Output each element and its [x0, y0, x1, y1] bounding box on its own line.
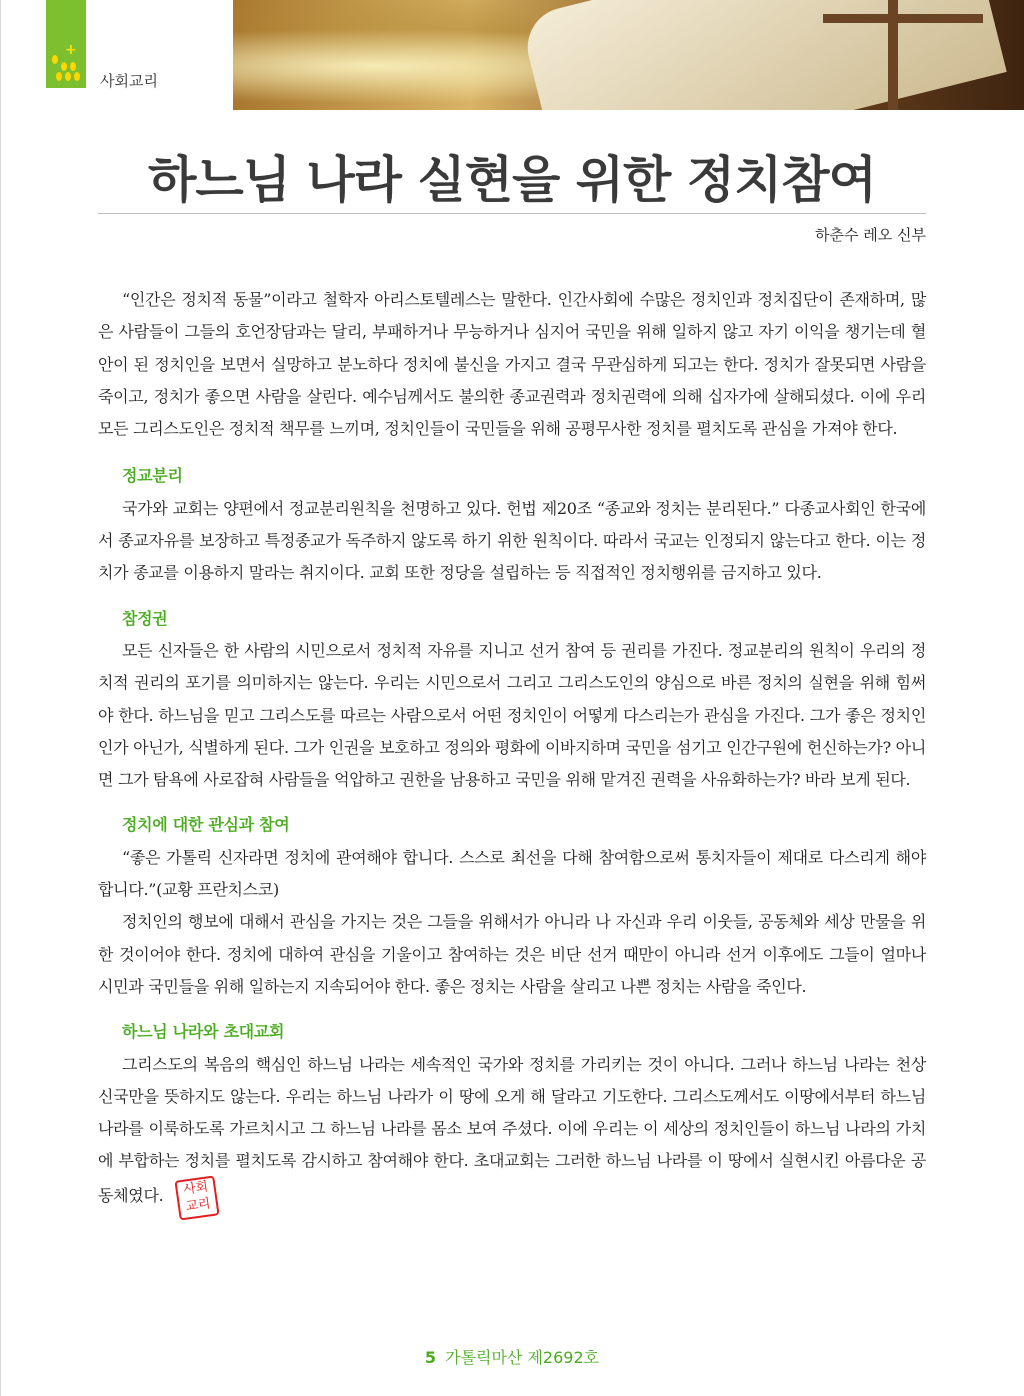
section-paragraph: 정치인의 행보에 대해서 관심을 가지는 것은 그들을 위해서가 아니라 나 자신과 우리 이웃들, 공동체와 세상 만물을 위한 것이어야 한다. 정치에 대하여 관심을 기울이고 참여하는 것은 비단 선거 때만이 아니라 선거 이후에도 그들이 얼마나 시민과 국민들을 위해 일하는지 지속되어야 한다. 좋은 정치는 사람을 살리고 나쁜 정치는 사람을 죽인다.	[98, 912, 926, 996]
logo-dot	[74, 72, 80, 81]
logo-dot	[56, 72, 62, 81]
title-divider	[98, 213, 926, 214]
section-heading: 정교분리	[122, 466, 183, 486]
section-paragraph	[98, 1049, 926, 1218]
section-paragraph: 국가와 교회는 양편에서 정교분리원칙을 천명하고 있다. 헌법 제20조 “종교와 정치는 분리된다.” 다종교사회인 한국에서 종교자유를 보장하고 특정종교가 독주하지 않도록 하기 위한 원칙이다. 따라서 국교는 인정되지 않는다고 한다. 이는 정치가 종교를 이용하지 말라는 취지이다. 교회 또한 정당을 설립하는 등 직접적인 정치행위를 금지하고 있다.	[98, 498, 926, 583]
section-paragraph: 모든 신자들은 한 사람의 시민으로서 정치적 자유를 지니고 선거 참여 등 권리를 가진다. 정교분리의 원칙이 우리의 정치적 권리의 포기를 의미하지는 않는다. 우리는 시민으로서 그리고 그리스도인의 양심으로 바른 정치의 실현을 위해 힘써야 한다. 하느님을 믿고 그리스도를 따르는 사람으로서 어떤 정치인이 어떻게 다스리는가 관심을 가진다. 그가 좋은 정치인인가 아닌가, 식별하게 된다. 그가 인권을 보호하고 정의와 평화에 이바지하며 국민을 섬기고 인간구원에 헌신하는가? 아니면 그가 탐욕에 사로잡혀 사람들을 억압하고 권한을 남용하고 국민을 위해 맡겨진 권력을 사유화하는가? 바라 보게 된다.	[98, 640, 926, 790]
page-title: 하느님 나라 실현을 위한 정치참여	[148, 151, 876, 209]
cross-icon: +	[65, 42, 77, 58]
logo-dot	[61, 62, 67, 71]
quote-paragraph: “좋은 가톨릭 신자라면 정치에 관여해야 합니다. 스스로 최선을 다해 참여함으로써 통치자들이 제대로 다스리게 해야 합니다.”(교황 프란치스코)	[98, 847, 926, 900]
page-footer	[0, 1345, 1024, 1368]
section-tab-logo	[46, 0, 86, 88]
logo-dot	[52, 55, 58, 64]
wooden-cross-bar-image	[823, 14, 983, 23]
page-number: 5	[424, 1348, 437, 1367]
closing-text: 그리스도의 복음의 핵심인 하느님 나라는 세속적인 국가와 정치를 가리키는 것이 아니다. 그러나 하느님 나라는 천상 신국만을 뜻하지도 않는다. 우리는 하느님 나라가 이 땅에 오게 해 달라고 기도한다. 그리스도께서도 이땅에서부터 하느님 나라를 이룩하도록 가르치시고 그 하느님 나라를 몸소 보여 주셨다. 이에 우리는 이 세상의 정치인들이 하느님 나라의 가치에 부합하는 정치를 펼치도록 감시하고 참여해야 한다. 초대교회는 그러한 하느님 나라를 이 땅에서 실현시킨 아름다운 공동체였다.	[98, 1054, 926, 1205]
author-byline: 하춘수 레오 신부	[815, 226, 926, 244]
header-photo-bible-cross	[233, 0, 1024, 110]
article-body	[98, 284, 926, 1218]
section-heading: 정치에 대한 관심과 참여	[122, 815, 290, 835]
logo-dot	[70, 62, 76, 71]
section-heading: 하느님 나라와 초대교회	[122, 1022, 285, 1042]
section-heading: 참정권	[122, 608, 168, 628]
social-teaching-seal: 사회 교리	[175, 1175, 220, 1220]
intro-paragraph: “인간은 정치적 동물”이라고 철학자 아리스토텔레스는 말한다. 인간사회에 수많은 정치인과 정치집단이 존재하며, 많은 사람들이 그들의 호언장담과는 달리, 부패하거나 무능하거나 심지어 국민을 위해 일하지 않고 자기 이익을 챙기는데 혈안이 된 정치인을 보면서 실망하고 분노하다 정치에 불신을 가지고 결국 무관심하게 되고는 한다. 정치가 잘못되면 사람을 죽이고, 정치가 좋으면 사람을 살린다. 예수님께서도 불의한 종교권력과 정치권력에 의해 십자가에 살해되셨다. 이에 우리 모든 그리스도인은 정치적 책무를 느끼며, 정치인들이 국민들을 위해 공평무사한 정치를 펼치도록 관심을 가져야 한다.	[98, 290, 926, 439]
publication-name: 가톨릭마산 제2692호	[445, 1348, 600, 1367]
section-label: 사회교리	[100, 72, 158, 90]
logo-dot	[65, 72, 71, 81]
